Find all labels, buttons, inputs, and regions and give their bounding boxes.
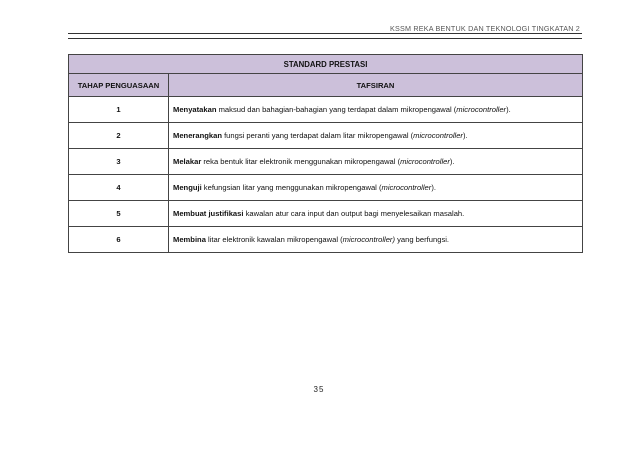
description-text: kefungsian litar yang menggunakan mikropengawal ( bbox=[201, 183, 382, 192]
description-tail: ). bbox=[431, 183, 436, 192]
keyword: Membuat justifikasi bbox=[173, 209, 244, 218]
italic-term: microcontroller bbox=[456, 105, 507, 114]
level-number: 6 bbox=[69, 227, 169, 253]
description-tail: ). bbox=[462, 131, 468, 140]
page-number: 35 bbox=[313, 385, 325, 394]
description-text: reka bentuk litar elektronik menggunakan mikropengawal ( bbox=[201, 157, 401, 166]
table-row bbox=[69, 175, 583, 201]
table-row bbox=[69, 201, 583, 227]
keyword: Menyatakan bbox=[173, 105, 217, 114]
keyword: Melakar bbox=[173, 157, 202, 166]
keyword: Menerangkan bbox=[173, 131, 222, 140]
table-row bbox=[69, 123, 583, 149]
description-text: litar elektronik kawalan mikropengawal ( bbox=[205, 235, 343, 244]
description-tail: ). bbox=[506, 105, 511, 114]
level-number: 1 bbox=[69, 97, 169, 123]
column-header-description: TAFSIRAN bbox=[169, 74, 583, 97]
level-description bbox=[169, 149, 583, 175]
level-description bbox=[169, 201, 583, 227]
description-tail: ). bbox=[449, 157, 455, 166]
level-description bbox=[169, 227, 583, 253]
level-number: 5 bbox=[69, 201, 169, 227]
table-row bbox=[69, 97, 583, 123]
column-header-level: TAHAP PENGUASAAN bbox=[69, 74, 169, 97]
level-number: 2 bbox=[69, 123, 169, 149]
italic-term: microcontroller bbox=[413, 131, 463, 140]
italic-term: microcontroller bbox=[381, 183, 432, 192]
keyword: Menguji bbox=[173, 183, 202, 192]
performance-standard-table bbox=[68, 54, 583, 253]
description-text: maksud dan bahagian-bahagian yang terdapat dalam mikropengawal ( bbox=[216, 105, 457, 114]
level-number: 3 bbox=[69, 149, 169, 175]
table-row bbox=[69, 227, 583, 253]
table-title: STANDARD PRESTASI bbox=[69, 55, 583, 74]
level-description bbox=[169, 175, 583, 201]
description-tail: yang berfungsi. bbox=[395, 235, 450, 244]
italic-term: microcontroller) bbox=[342, 235, 395, 244]
keyword: Membina bbox=[173, 235, 206, 244]
level-number: 4 bbox=[69, 175, 169, 201]
running-header: KSSM REKA BENTUK DAN TEKNOLOGI TINGKATAN 2 bbox=[390, 24, 580, 33]
description-text: kawalan atur cara input dan output bagi menyelesaikan masalah. bbox=[243, 209, 465, 218]
italic-term: microcontroller bbox=[400, 157, 450, 166]
description-text: fungsi peranti yang terdapat dalam litar mikropengawal ( bbox=[221, 131, 414, 140]
level-description bbox=[169, 97, 583, 123]
header-rule bbox=[68, 33, 582, 39]
level-description bbox=[169, 123, 583, 149]
table-row bbox=[69, 149, 583, 175]
